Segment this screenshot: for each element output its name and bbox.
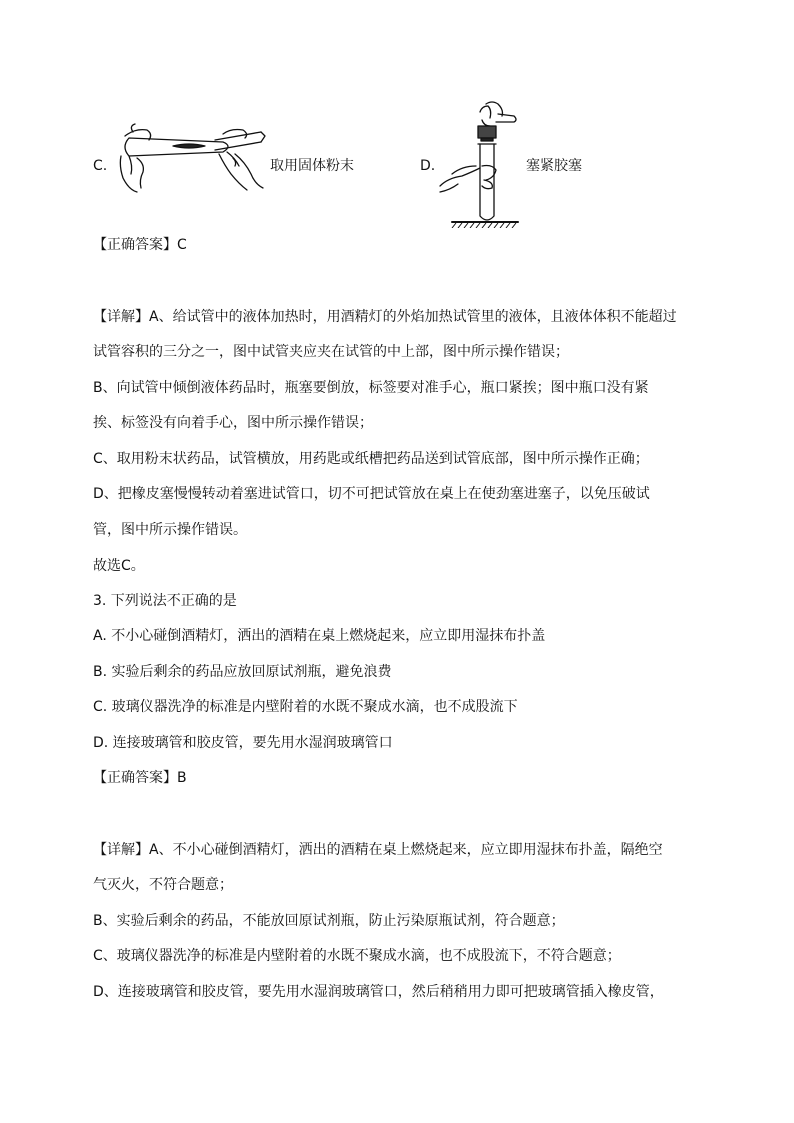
q2-conclusion: 故选C。: [93, 558, 145, 574]
q3-detail-line: 气灭火，不符合题意；: [93, 877, 233, 893]
option-d-caption: 塞紧胶塞: [526, 158, 582, 174]
q2-detail-line: 试管容积的三分之一，图中试管夹应夹在试管的中上部，图中所示操作错误；: [93, 344, 569, 360]
q3-option-b: B. 实验后剩余的药品应放回原试剂瓶，避免浪费: [93, 664, 392, 680]
q2-correct-answer: 【正确答案】C: [93, 237, 187, 253]
q3-detail-line: B、实验后剩余的药品，不能放回原试剂瓶，防止污染原瓶试剂，符合题意；: [93, 913, 565, 929]
q3-detail-line: 【详解】A、不小心碰倒酒精灯，洒出的酒精在桌上燃烧起来，应立即用湿抹布扑盖，隔绝空: [93, 842, 663, 858]
q2-detail-line: 【详解】A、给试管中的液体加热时，用酒精灯的外焰加热试管里的液体，且液体体积不能超过: [93, 309, 677, 325]
q3-stem: 3. 下列说法不正确的是: [93, 593, 237, 609]
q3-option-a: A. 不小心碰倒酒精灯，洒出的酒精在桌上燃烧起来，应立即用湿抹布扑盖: [93, 628, 546, 644]
q3-correct-answer: 【正确答案】B: [93, 770, 187, 786]
q2-detail-line: D、把橡皮塞慢慢转动着塞进试管口，切不可把试管放在桌上在使劲塞进塞子，以免压破试: [93, 486, 650, 502]
option-d-letter: D.: [420, 158, 436, 174]
q2-detail-line: 管，图中所示操作错误。: [93, 522, 247, 538]
powder-test-tube-illustration: [115, 122, 267, 194]
q2-detail-line: 挨、标签没有向着手心，图中所示操作错误；: [93, 415, 373, 431]
q3-detail-line: D、连接玻璃管和胶皮管，要先用水湿润玻璃管口，然后稍稍用力即可把玻璃管插入橡皮管，: [93, 984, 664, 1000]
q3-option-d: D. 连接玻璃管和胶皮管，要先用水湿润玻璃管口: [93, 735, 393, 751]
q2-detail-line: B、向试管中倾倒液体药品时，瓶塞要倒放，标签要对准手心，瓶口紧挨；图中瓶口没有紧: [93, 380, 649, 396]
q3-detail-line: C、玻璃仪器洗净的标准是内壁附着的水既不聚成水滴，也不成股流下，不符合题意；: [93, 948, 621, 964]
option-c-caption: 取用固体粉末: [270, 158, 354, 174]
option-c-letter: C.: [93, 158, 108, 174]
q3-option-c: C. 玻璃仪器洗净的标准是内壁附着的水既不聚成水滴，也不成股流下: [93, 699, 518, 715]
q2-detail-line: C、取用粉末状药品，试管横放，用药匙或纸槽把药品送到试管底部，图中所示操作正确；: [93, 451, 649, 467]
stopper-test-tube-illustration: [438, 100, 520, 228]
